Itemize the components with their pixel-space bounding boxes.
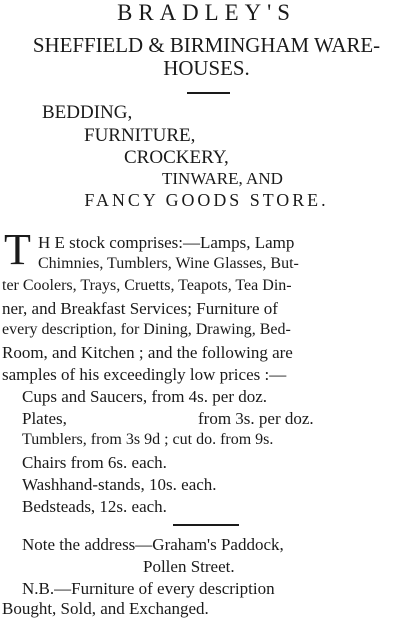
category-crockery: CROCKERY, bbox=[124, 147, 229, 168]
nb-line1: N.B.—Furniture of every description bbox=[22, 579, 275, 598]
price-item-plates-name: Plates, bbox=[22, 409, 67, 428]
advert-subtitle-line2: HOUSES. bbox=[163, 56, 250, 80]
body-line-6: Room, and Kitchen ; and the following are bbox=[2, 343, 293, 362]
body-line-2: Chimnies, Tumblers, Wine Glasses, But- bbox=[38, 255, 299, 272]
divider-rule-2 bbox=[173, 524, 239, 526]
price-item-bedsteads: Bedsteads, 12s. each. bbox=[22, 497, 167, 516]
price-item-tumblers: Tumblers, from 3s 9d ; cut do. from 9s. bbox=[22, 431, 274, 448]
category-tinware: TINWARE, AND bbox=[162, 169, 283, 188]
nb-line2: Bought, Sold, and Exchanged. bbox=[2, 599, 209, 618]
category-bedding: BEDDING, bbox=[42, 102, 133, 123]
price-item-cups: Cups and Saucers, from 4s. per doz. bbox=[22, 387, 268, 406]
advert-title: BRADLEY'S bbox=[117, 0, 296, 25]
body-line-1: H E stock comprises:—Lamps, Lamp bbox=[38, 233, 295, 252]
body-line-7: samples of his exceedingly low prices :— bbox=[2, 365, 287, 384]
price-item-washhand-stands: Washhand-stands, 10s. each. bbox=[22, 475, 217, 494]
body-line-4: ner, and Breakfast Services; Furniture of bbox=[2, 299, 278, 318]
body-line-5: every description, for Dining, Drawing, Bed- bbox=[2, 321, 291, 338]
note-address-line2: Pollen Street. bbox=[143, 557, 235, 576]
divider-rule-1 bbox=[187, 92, 230, 94]
category-furniture: FURNITURE, bbox=[84, 125, 196, 146]
drop-cap: T bbox=[4, 225, 31, 274]
body-line-3: ter Coolers, Trays, Cruetts, Teapots, Tea Din- bbox=[2, 277, 292, 294]
category-fancy-goods: FANCY GOODS STORE. bbox=[84, 190, 329, 210]
note-address-line1: Note the address—Graham's Paddock, bbox=[22, 535, 284, 554]
price-item-chairs: Chairs from 6s. each. bbox=[22, 453, 167, 472]
advert-subtitle-line1: SHEFFIELD & BIRMINGHAM WARE- bbox=[32, 33, 381, 57]
price-item-plates-price: from 3s. per doz. bbox=[198, 409, 314, 428]
